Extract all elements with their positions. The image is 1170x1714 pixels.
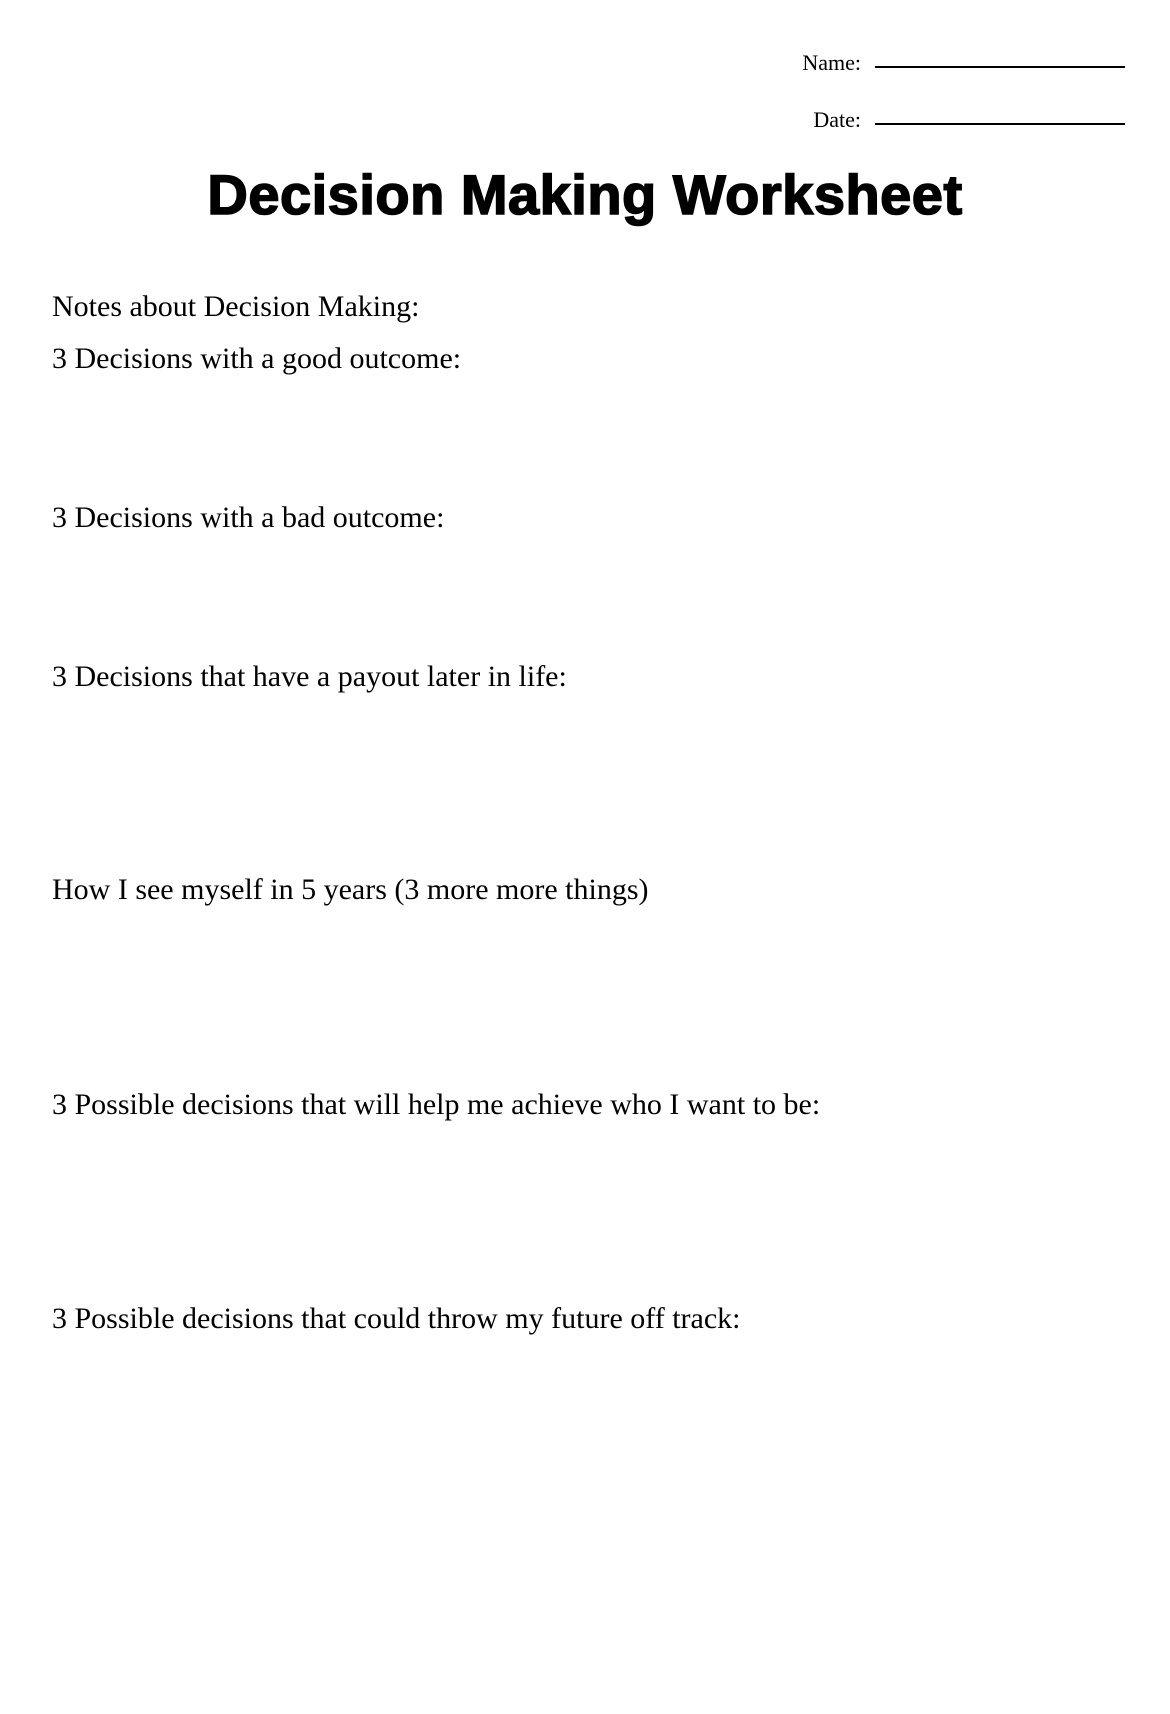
answer-area-achieve-goals[interactable]	[52, 1133, 1122, 1303]
answer-area-five-years[interactable]	[52, 918, 1122, 1088]
answer-area-good-outcome[interactable]	[52, 385, 1122, 500]
prompt-notes: Notes about Decision Making:	[52, 290, 420, 323]
date-label: Date:	[813, 107, 861, 132]
prompt-payout-later: 3 Decisions that have a payout later in life:	[52, 660, 567, 693]
name-label: Name:	[802, 50, 861, 75]
page-title: Decision Making Worksheet	[207, 163, 963, 226]
answer-area-off-track[interactable]	[52, 1347, 1122, 1667]
name-field	[802, 50, 1125, 76]
answer-area-payout-later[interactable]	[52, 705, 1122, 875]
date-field	[813, 107, 1125, 133]
name-blank-line[interactable]	[875, 65, 1125, 68]
prompt-achieve-goals: 3 Possible decisions that will help me achieve who I want to be:	[52, 1088, 821, 1121]
prompt-off-track: 3 Possible decisions that could throw my future off track:	[52, 1302, 741, 1335]
prompt-good-outcome: 3 Decisions with a good outcome:	[52, 342, 462, 375]
date-blank-line[interactable]	[875, 122, 1125, 125]
answer-area-bad-outcome[interactable]	[52, 545, 1122, 660]
prompt-bad-outcome: 3 Decisions with a bad outcome:	[52, 501, 445, 534]
prompt-five-years: How I see myself in 5 years (3 more more things)	[52, 873, 649, 906]
